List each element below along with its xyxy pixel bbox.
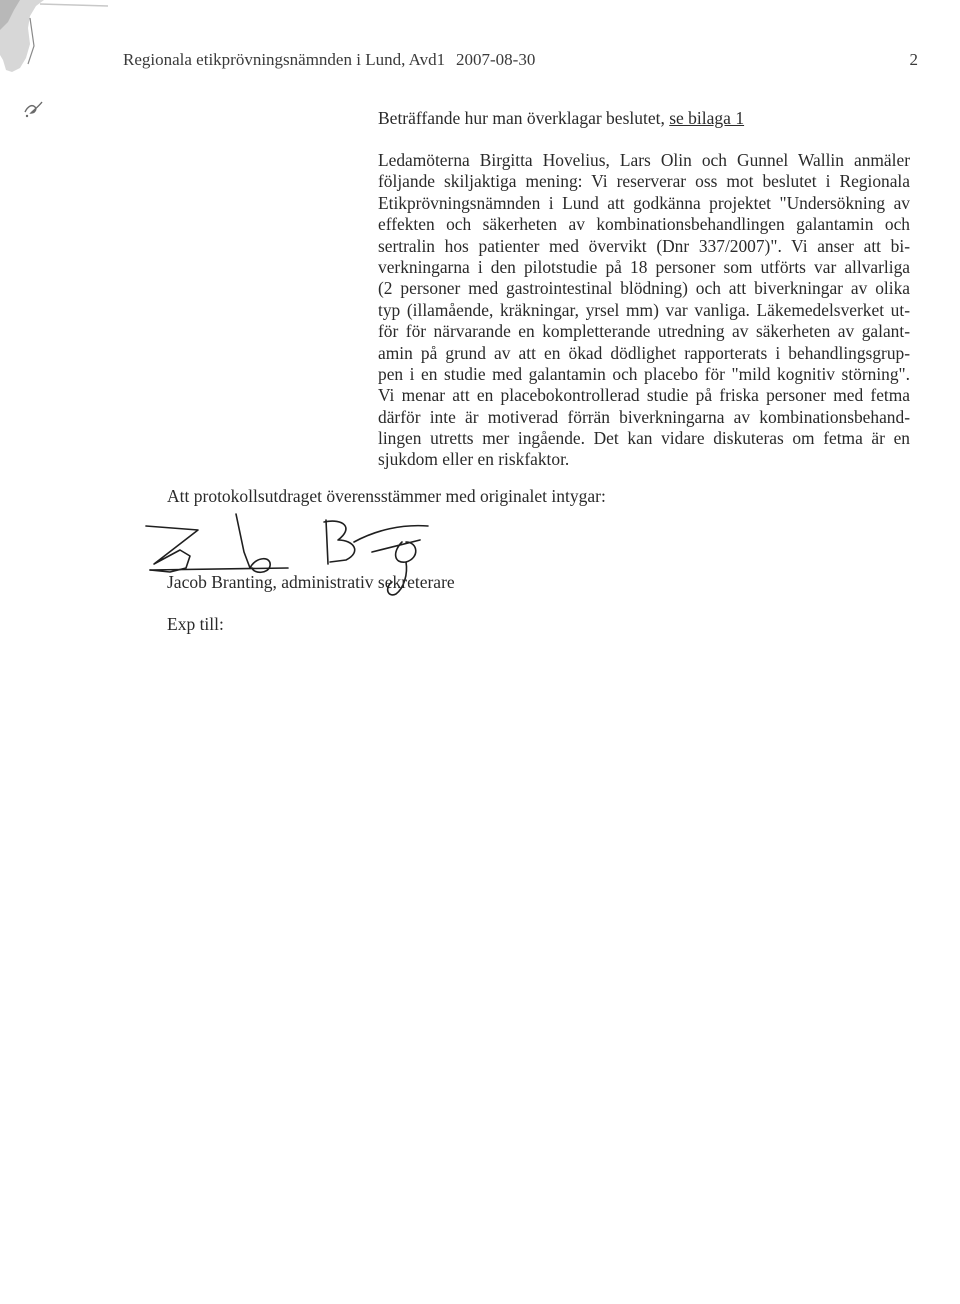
page-header bbox=[123, 50, 918, 74]
dissent-line: Vi menar att en placebokontrollerad studie på friska personer med fetma bbox=[378, 385, 910, 406]
dissent-line: för för närvarande en kompletterande utredning av säkerheten av galant- bbox=[378, 321, 910, 342]
distribution-label: Exp till: bbox=[167, 614, 224, 634]
certification-statement: Att protokollsutdraget överensstämmer med originalet intygar: bbox=[167, 486, 606, 506]
dissent-line: sjukdom eller en riskfaktor. bbox=[378, 449, 570, 470]
dissent-line: Ledamöterna Birgitta Hovelius, Lars Olin och Gunnel Wallin anmäler bbox=[378, 150, 910, 170]
dissent-line: sertralin hos patienter med övervikt (Dnr 337/2007)". Vi anser att bi- bbox=[378, 235, 910, 256]
dissent-line: amin på grund av att en ökad dödlighet rapporterats i behandlingsgrup- bbox=[378, 342, 910, 363]
dissenting-opinion bbox=[378, 150, 910, 471]
scan-artifact-left-mark bbox=[22, 96, 48, 120]
signatory-name: Jacob Branting, administrativ sekreterare bbox=[167, 572, 455, 592]
page-number: 2 bbox=[909, 50, 918, 69]
authority-name: Regionala etikprövningsnämnden i Lund, Avd1 bbox=[123, 50, 446, 69]
appendix-reference: se bilaga 1 bbox=[669, 108, 745, 128]
dissent-line: följande skiljaktiga mening: Vi reserverar oss mot beslutet i Regionala bbox=[378, 171, 910, 192]
dissent-line: Etikprövningsnämnden i Lund att godkänna projektet "Undersökning av bbox=[378, 192, 910, 213]
document-date: 2007-08-30 bbox=[456, 50, 536, 69]
scan-artifact-top-left bbox=[0, 0, 110, 80]
dissent-line: typ (illamående, kräkningar, yrsel mm) var vanliga. Läkemedelsverket ut- bbox=[378, 299, 910, 320]
appeal-text: Beträffande hur man överklagar beslutet, bbox=[378, 108, 670, 128]
dissent-line: verkningarna i den pilotstudie på 18 personer som utförts var allvarliga bbox=[378, 256, 910, 277]
dissent-line: lingen utretts mer ingående. Det kan vidare diskuteras om fetma är en bbox=[378, 428, 910, 449]
dissent-line: effekten och säkerheten av kombinationsbehandlingen galantamin och bbox=[378, 214, 910, 235]
appeal-instructions bbox=[378, 108, 744, 129]
dissent-line: (2 personer med gastrointestinal blödning) och att biverkningar av olika bbox=[378, 278, 910, 299]
dissent-line: därför inte är motiverad förrän biverkningarna av kombinationsbehand- bbox=[378, 406, 910, 427]
dissent-line: pen i en studie med galantamin och placebo för "mild kognitiv störning". bbox=[378, 363, 910, 384]
